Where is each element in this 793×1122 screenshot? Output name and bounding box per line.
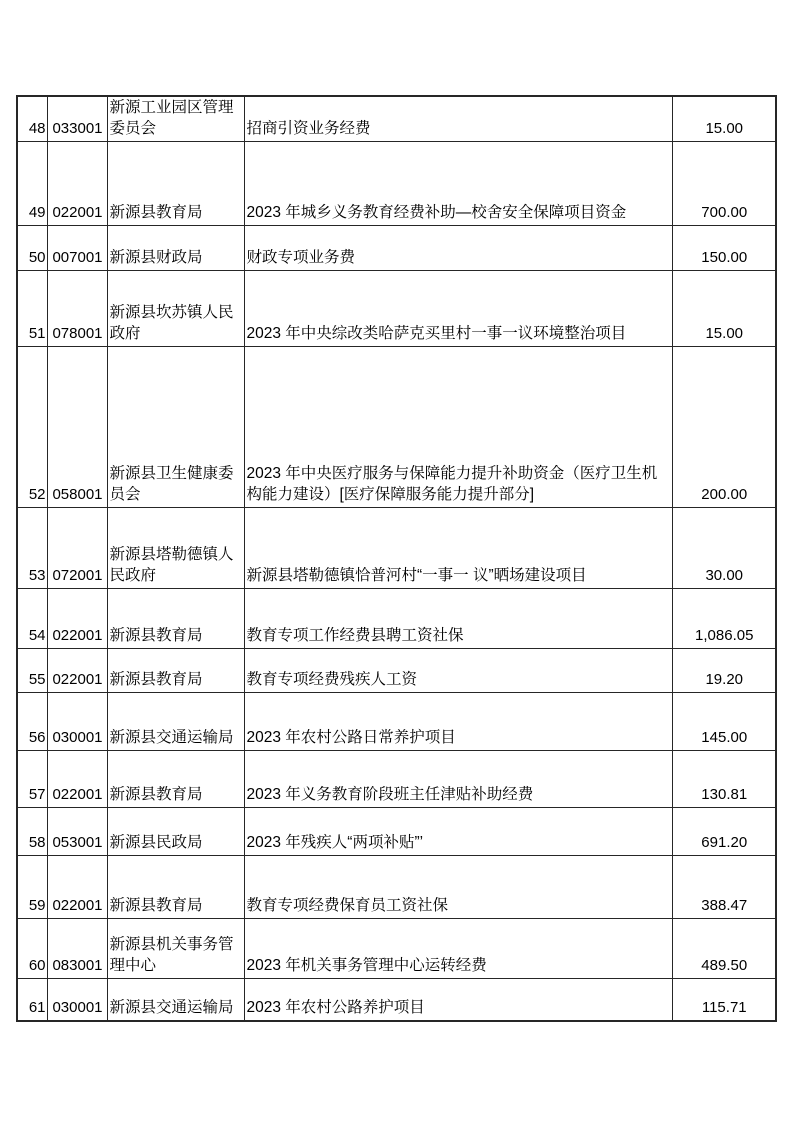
dept-name-cell: 新源县教育局 (107, 856, 244, 919)
amount-cell: 489.50 (672, 919, 776, 979)
dept-code-cell: 022001 (47, 589, 107, 649)
amount-cell: 145.00 (672, 693, 776, 751)
table-row (17, 808, 776, 856)
project-name-cell: 财政专项业务费 (244, 226, 672, 271)
table-row (17, 226, 776, 271)
dept-code-cell: 053001 (47, 808, 107, 856)
amount-cell: 691.20 (672, 808, 776, 856)
amount-cell: 1,086.05 (672, 589, 776, 649)
row-number-cell: 49 (17, 142, 47, 226)
row-number-cell: 53 (17, 508, 47, 589)
table-row (17, 347, 776, 508)
project-name-cell: 2023 年农村公路日常养护项目 (244, 693, 672, 751)
dept-name-cell: 新源工业园区管理委员会 (107, 96, 244, 142)
project-name-cell: 招商引资业务经费 (244, 96, 672, 142)
table-row (17, 919, 776, 979)
dept-code-cell: 022001 (47, 142, 107, 226)
dept-code-cell: 058001 (47, 347, 107, 508)
project-name-cell: 2023 年义务教育阶段班主任津贴补助经费 (244, 751, 672, 808)
amount-cell: 150.00 (672, 226, 776, 271)
table-row (17, 96, 776, 142)
project-name-cell: 2023 年中央医疗服务与保障能力提升补助资金（医疗卫生机构能力建设）[医疗保障服务能力提升部分] (244, 347, 672, 508)
project-name-cell: 教育专项工作经费县聘工资社保 (244, 589, 672, 649)
dept-name-cell: 新源县机关事务管理中心 (107, 919, 244, 979)
dept-code-cell: 007001 (47, 226, 107, 271)
table-row (17, 508, 776, 589)
dept-name-cell: 新源县教育局 (107, 142, 244, 226)
dept-code-cell: 072001 (47, 508, 107, 589)
project-name-cell: 2023 年农村公路养护项目 (244, 979, 672, 1021)
project-name-cell: 2023 年城乡义务教育经费补助—校舍安全保障项目资金 (244, 142, 672, 226)
dept-code-cell: 083001 (47, 919, 107, 979)
row-number-cell: 55 (17, 649, 47, 693)
dept-code-cell: 078001 (47, 271, 107, 347)
budget-table (16, 95, 777, 1022)
dept-name-cell: 新源县坎苏镇人民政府 (107, 271, 244, 347)
dept-code-cell: 022001 (47, 856, 107, 919)
dept-code-cell: 030001 (47, 979, 107, 1021)
project-name-cell: 新源县塔勒德镇恰普河村“一事一 议”晒场建设项目 (244, 508, 672, 589)
amount-cell: 15.00 (672, 96, 776, 142)
dept-code-cell: 033001 (47, 96, 107, 142)
dept-name-cell: 新源县交通运输局 (107, 693, 244, 751)
amount-cell: 115.71 (672, 979, 776, 1021)
dept-name-cell: 新源县教育局 (107, 589, 244, 649)
dept-name-cell: 新源县教育局 (107, 649, 244, 693)
dept-code-cell: 022001 (47, 751, 107, 808)
amount-cell: 15.00 (672, 271, 776, 347)
dept-name-cell: 新源县交通运输局 (107, 979, 244, 1021)
row-number-cell: 50 (17, 226, 47, 271)
table-row (17, 979, 776, 1021)
row-number-cell: 61 (17, 979, 47, 1021)
table-row (17, 856, 776, 919)
dept-name-cell: 新源县财政局 (107, 226, 244, 271)
dept-code-cell: 022001 (47, 649, 107, 693)
amount-cell: 200.00 (672, 347, 776, 508)
row-number-cell: 58 (17, 808, 47, 856)
amount-cell: 130.81 (672, 751, 776, 808)
amount-cell: 19.20 (672, 649, 776, 693)
dept-name-cell: 新源县教育局 (107, 751, 244, 808)
table-row (17, 751, 776, 808)
row-number-cell: 56 (17, 693, 47, 751)
amount-cell: 700.00 (672, 142, 776, 226)
dept-name-cell: 新源县塔勒德镇人民政府 (107, 508, 244, 589)
dept-name-cell: 新源县民政局 (107, 808, 244, 856)
table-row (17, 649, 776, 693)
table-row (17, 693, 776, 751)
table-row (17, 589, 776, 649)
amount-cell: 30.00 (672, 508, 776, 589)
row-number-cell: 51 (17, 271, 47, 347)
row-number-cell: 48 (17, 96, 47, 142)
project-name-cell: 2023 年残疾人“两项补贴”’ (244, 808, 672, 856)
table-row (17, 142, 776, 226)
project-name-cell: 教育专项经费保育员工资社保 (244, 856, 672, 919)
dept-name-cell: 新源县卫生健康委员会 (107, 347, 244, 508)
project-name-cell: 2023 年机关事务管理中心运转经费 (244, 919, 672, 979)
project-name-cell: 教育专项经费残疾人工资 (244, 649, 672, 693)
amount-cell: 388.47 (672, 856, 776, 919)
row-number-cell: 59 (17, 856, 47, 919)
table-row (17, 271, 776, 347)
row-number-cell: 60 (17, 919, 47, 979)
dept-code-cell: 030001 (47, 693, 107, 751)
row-number-cell: 54 (17, 589, 47, 649)
row-number-cell: 57 (17, 751, 47, 808)
row-number-cell: 52 (17, 347, 47, 508)
project-name-cell: 2023 年中央综改类哈萨克买里村一事一议环境整治项目 (244, 271, 672, 347)
